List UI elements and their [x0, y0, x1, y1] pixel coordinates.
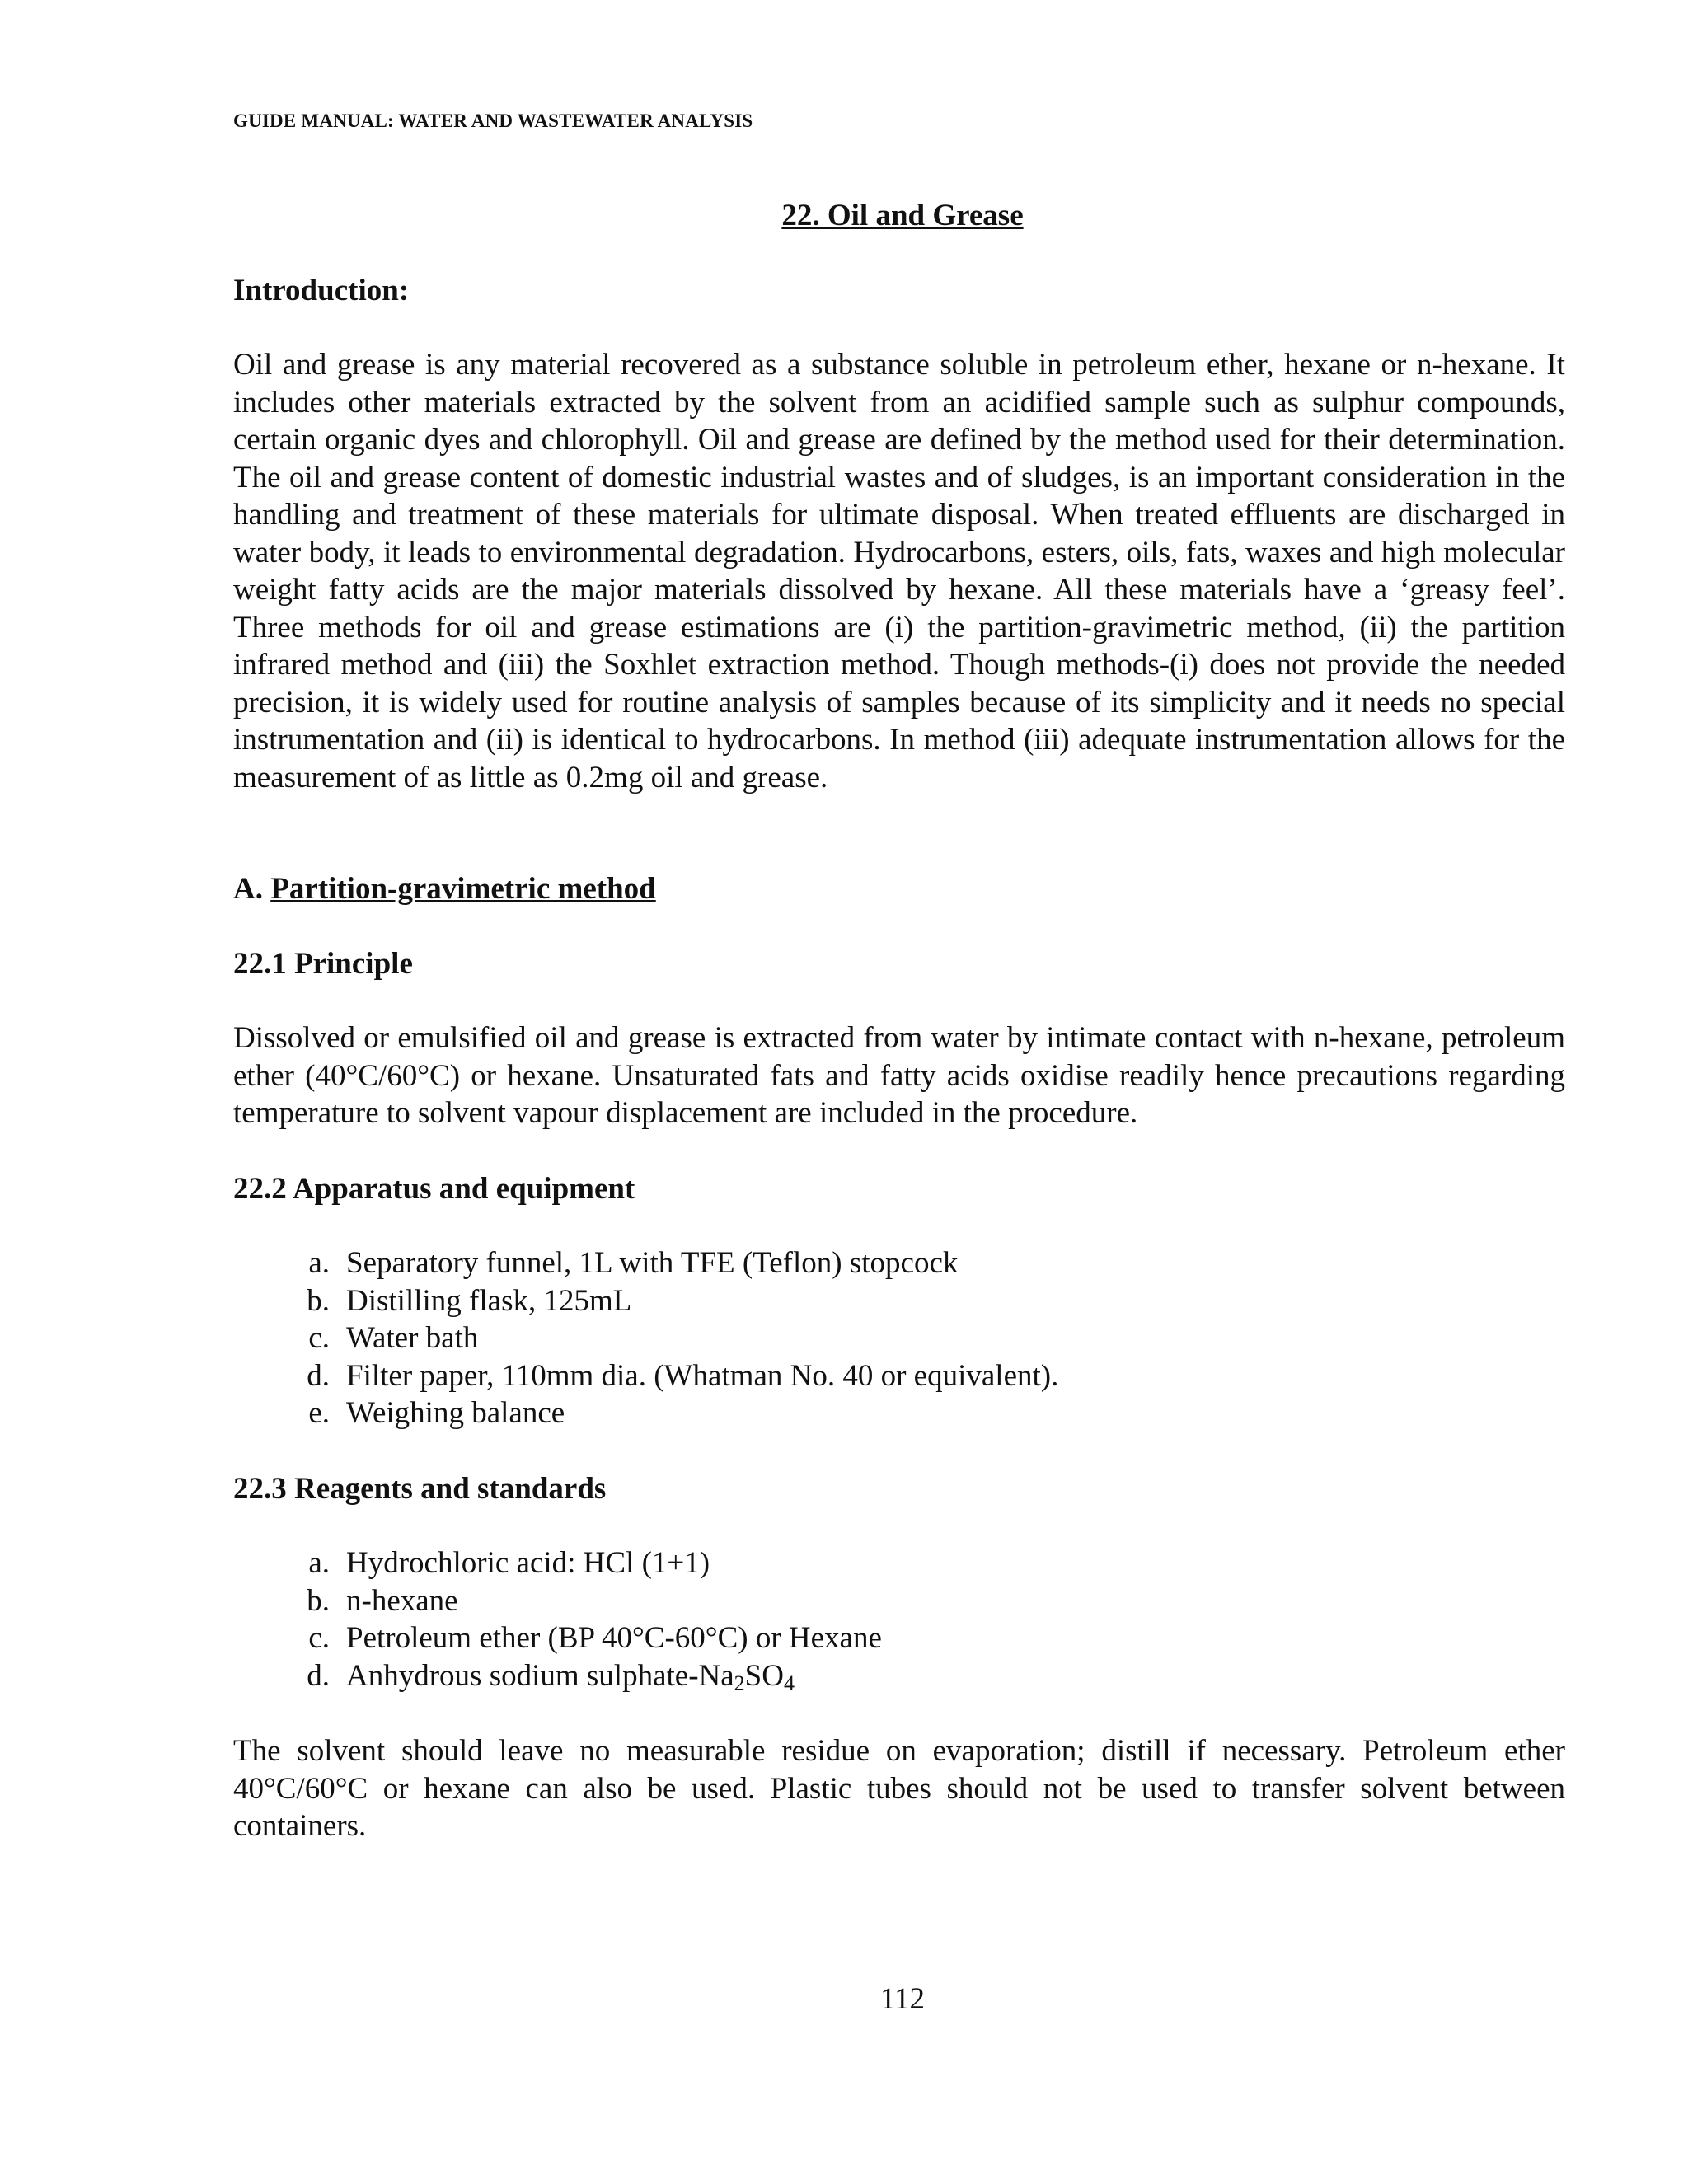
list-item: [280, 1244, 1058, 1282]
formula-middle: SO: [744, 1658, 784, 1693]
list-marker: a.: [308, 1246, 330, 1280]
list-item-text: n-hexane: [346, 1583, 458, 1618]
page-number: 112: [879, 1982, 926, 2016]
list-marker: b.: [307, 1583, 330, 1618]
list-item-text: Hydrochloric acid: HCl (1+1): [346, 1546, 710, 1580]
list-marker: a.: [308, 1546, 330, 1580]
running-header: GUIDE MANUAL: WATER AND WASTEWATER ANALYSIS: [233, 110, 753, 131]
list-item: [280, 1357, 1058, 1395]
apparatus-heading: 22.2 Apparatus and equipment: [233, 1172, 635, 1206]
list-item: [280, 1582, 882, 1620]
list-item: [280, 1657, 882, 1695]
list-item-text: Water bath: [346, 1321, 479, 1355]
list-marker: d.: [307, 1658, 330, 1693]
list-item-text: Filter paper, 110mm dia. (Whatman No. 40 or equivalent).: [346, 1358, 1059, 1393]
method-a-title: Partition-gravimetric method: [270, 872, 656, 906]
list-item: [280, 1544, 882, 1582]
principle-paragraph: Dissolved or emulsified oil and grease is extracted from water by intimate contact with n-hexane, petroleum ether (40°C/60°C) or hexane. Unsaturated fats and fatty acids oxidise readily hence precautions regarding temperature to solvent vapour displacement are included in the procedure.: [233, 1021, 1565, 1130]
list-item: [280, 1394, 1058, 1432]
list-item: [280, 1619, 882, 1657]
apparatus-list: [280, 1244, 1058, 1432]
reagents-heading: 22.3 Reagents and standards: [233, 1472, 607, 1506]
list-marker: c.: [308, 1621, 330, 1655]
formula-subscript: 4: [783, 1671, 795, 1695]
formula-subscript: 2: [734, 1671, 745, 1695]
introduction-heading: Introduction:: [233, 274, 410, 307]
list-marker: e.: [308, 1396, 330, 1430]
list-item-text: [346, 1657, 795, 1695]
list-item-text: Weighing balance: [346, 1396, 565, 1430]
list-item-text: Distilling flask, 125mL: [346, 1283, 632, 1318]
list-item-text: Separatory funnel, 1L with TFE (Teflon) stopcock: [346, 1246, 959, 1280]
formula-prefix: Anhydrous sodium sulphate-Na: [346, 1658, 734, 1693]
method-a-heading: [233, 870, 1565, 908]
principle-heading: 22.1 Principle: [233, 947, 413, 981]
method-a-prefix: A.: [233, 872, 263, 906]
reagents-list: [280, 1544, 882, 1694]
list-item-text: Petroleum ether (BP 40°C-60°C) or Hexane: [346, 1621, 882, 1655]
reagents-note-paragraph: The solvent should leave no measurable residue on evaporation; distill if necessary. Petroleum ether 40°C/60°C or hexane can also be used. Plastic tubes should not be used to transfer solvent between containers.: [233, 1734, 1565, 1843]
list-item: [280, 1319, 1058, 1357]
list-marker: c.: [308, 1321, 330, 1355]
list-marker: d.: [307, 1358, 330, 1393]
chapter-title: 22. Oil and Grease: [781, 199, 1024, 232]
list-marker: b.: [307, 1283, 330, 1318]
list-item: [280, 1282, 1058, 1320]
introduction-paragraph: Oil and grease is any material recovered as a substance soluble in petroleum ether, hexane or n-hexane. It includes other materials extracted by the solvent from an acidified sample such as sulphur compounds, certain organic dyes and chlorophyll. Oil and grease are defined by the method used for their determination. The oil and grease content of domestic industrial wastes and of sludges, is an important consideration in the handling and treatment of these materials for ultimate disposal. When treated effluents are discharged in water body, it leads to environmental degradation. Hydrocarbons, esters, oils, fats, waxes and high molecular weight fatty acids are the major materials dissolved by hexane. All these materials have a ‘greasy feel’. Three methods for oil and grease estimations are (i) the partition-gravimetric method, (ii) the partition infrared method and (iii) the Soxhlet extraction method. Though methods-(i) does not provide the needed precision, it is widely used for routine analysis of samples because of its simplicity and it needs no special instrumentation and (ii) is identical to hydrocarbons. In method (iii) adequate instrumentation allows for the measurement of as little as 0.2mg oil and grease.: [233, 348, 1565, 794]
